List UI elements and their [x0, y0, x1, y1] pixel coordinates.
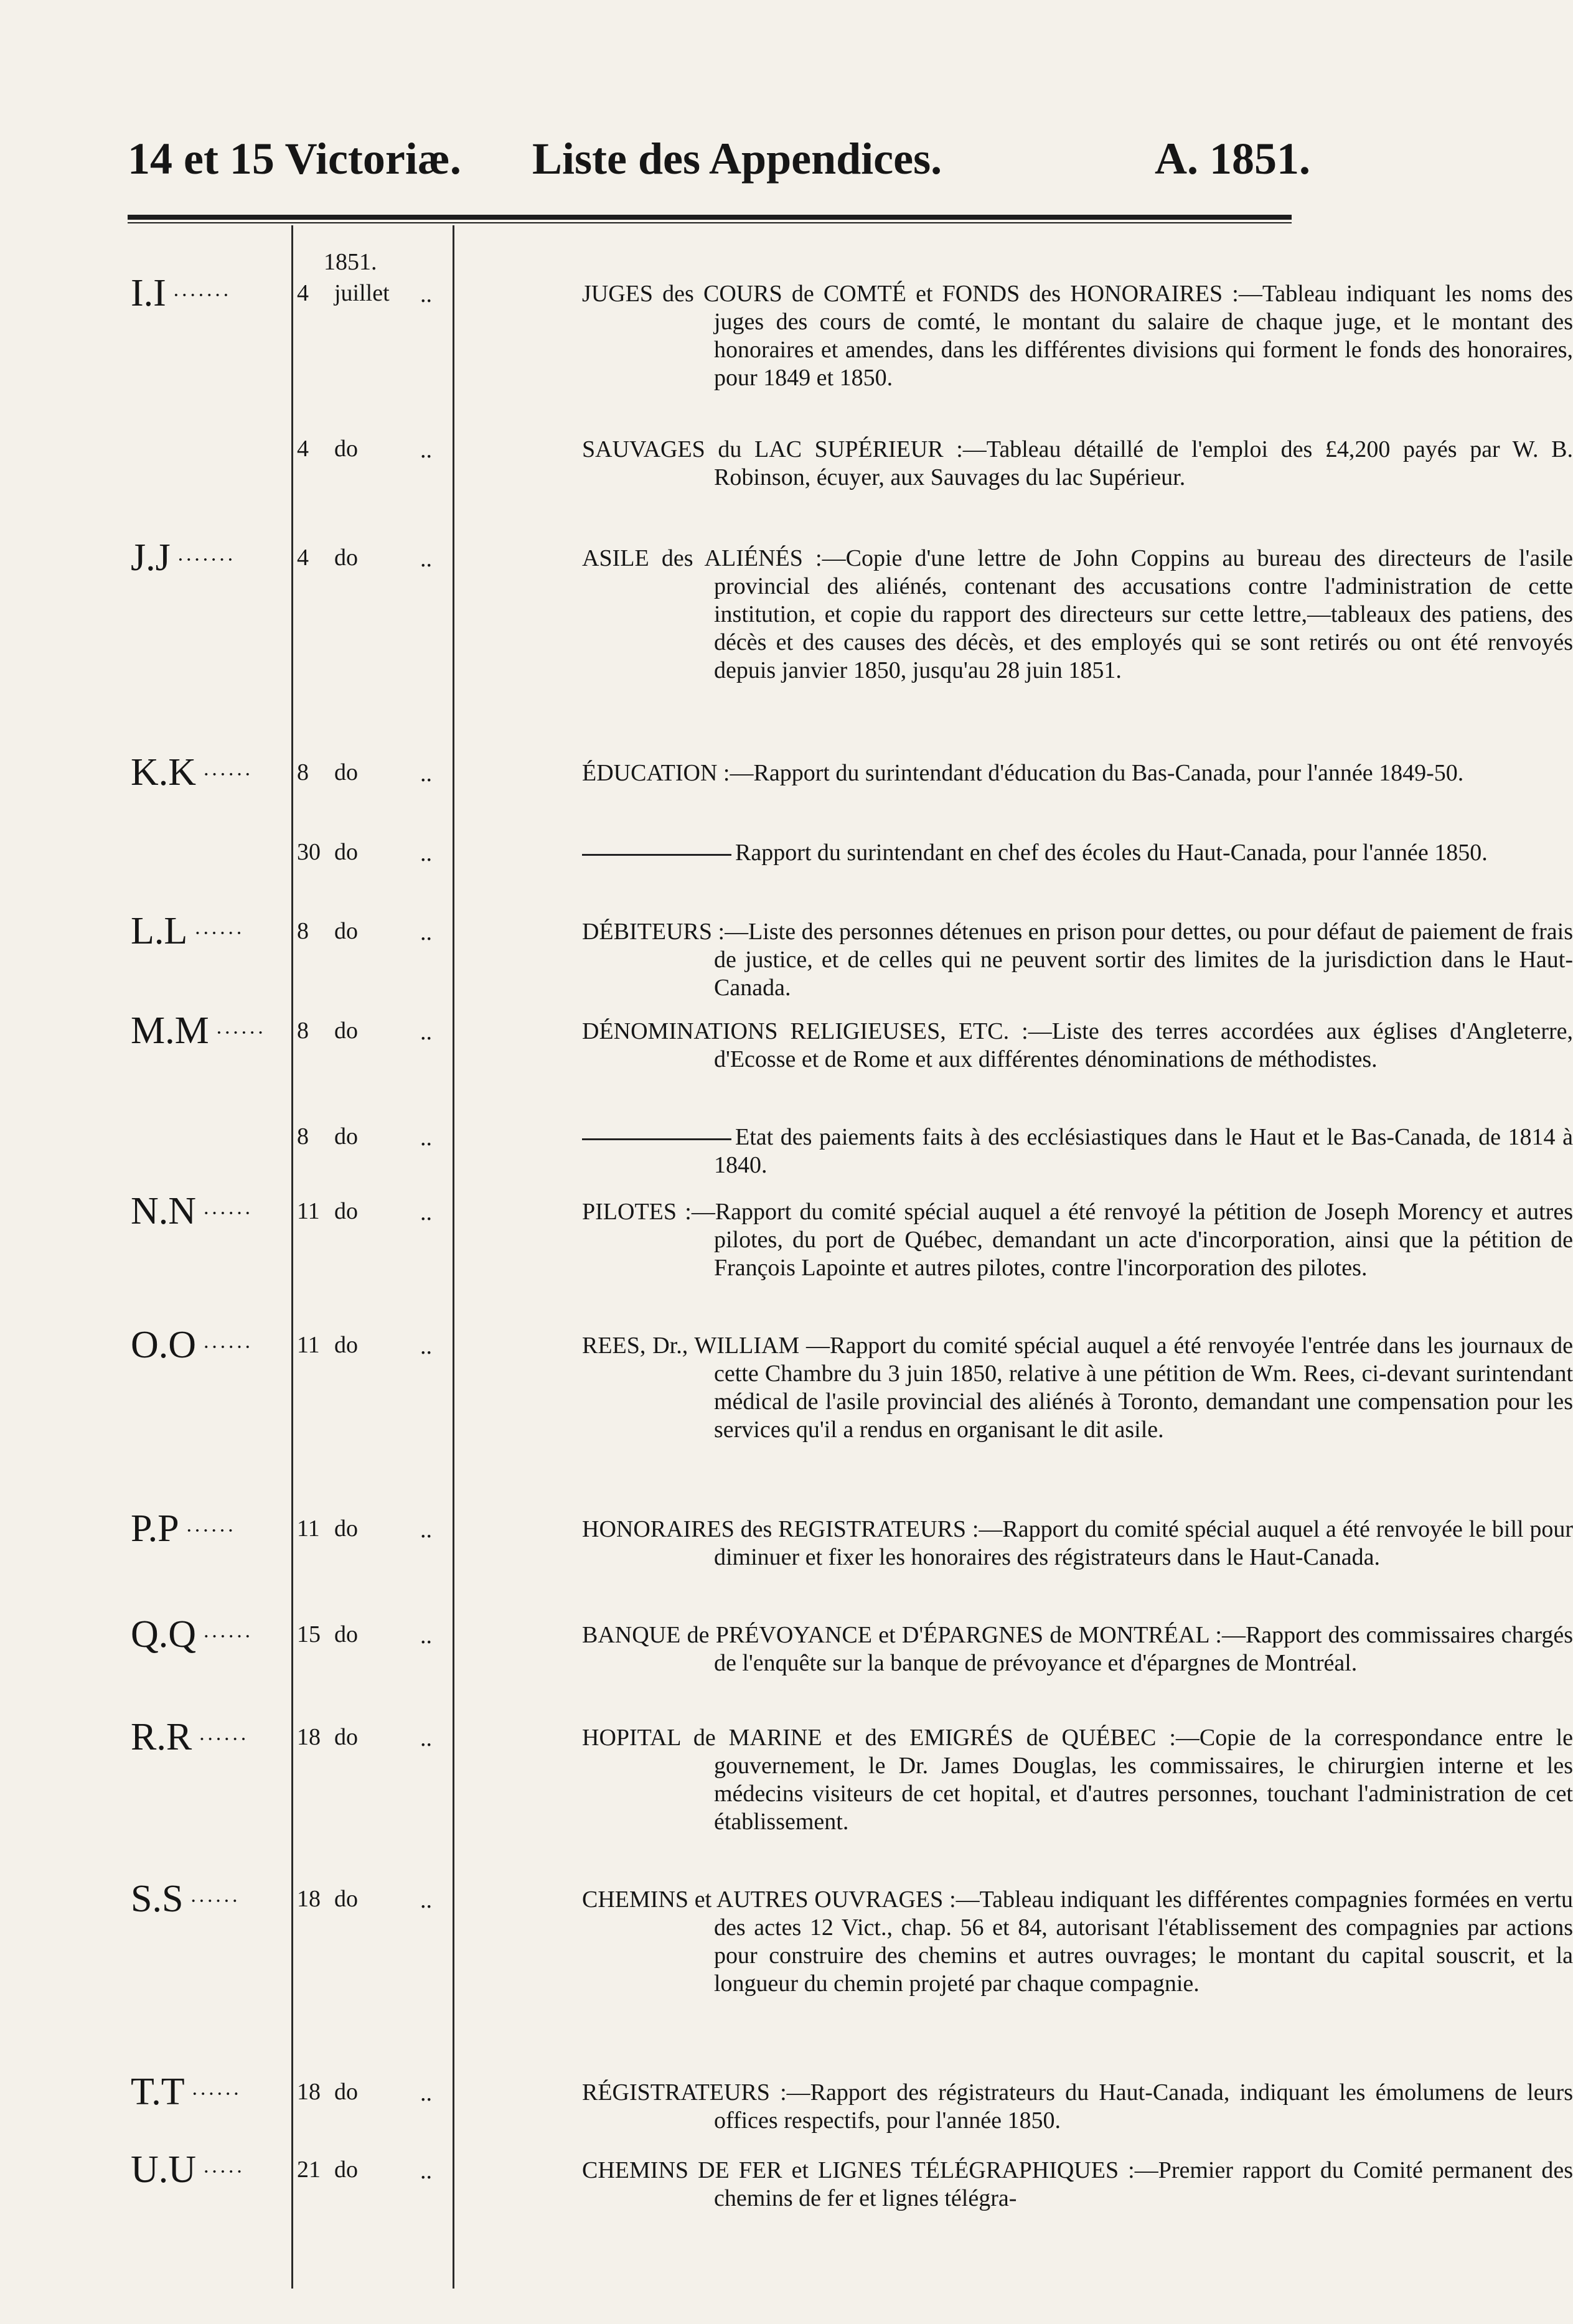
appendix-key: J.J ······· [131, 536, 235, 579]
entry-text: DÉNOMINATIONS RELIGIEUSES, ETC. :—Liste des terres accordées aux églises d'Angleterre, d'Ecosse et de Rome et aux différentes dénominations de méthodistes. [582, 1018, 1573, 1072]
entry-date: 11 do [297, 1332, 358, 1358]
header-rule [128, 215, 1292, 220]
appendix-key: L.L ······ [131, 910, 244, 952]
entry-date: 21 do [297, 2157, 358, 2183]
entry-text: DÉBITEURS :—Liste des personnes détenues en prison pour dettes, ou pour défaut de paiement de frais de justice, et de celles qui ne peuvent sortir des limites de la jurisdiction dans le Haut-Canada. [582, 919, 1573, 1001]
ditto-rule [582, 854, 731, 856]
appendix-key: O.O ······ [131, 1324, 253, 1366]
appendix-key: Q.Q ······ [131, 1613, 253, 1656]
entry-text: PILOTES :—Rapport du comité spécial auquel a été renvoyé la pétition de Joseph Morency et autres pilotes, du port de Québec, demandant un acte d'incorporation, ainsi que la pétition de François Lapointe et autres pilotes, contre l'incorporation des pilotes. [582, 1199, 1573, 1281]
entry-text: JUGES des COURS de COMTÉ et FONDS des HONORAIRES :—Tableau indiquant les noms des juges des cours de comté, le montant du salaire de chaque juge, et le montant des honoraires et amendes, dans les différentes divisions qui forment le fonds des honoraires, pour 1849 et 1850. [582, 281, 1573, 391]
entry-date: 11 do [297, 1198, 358, 1224]
entry-date: 30 do [297, 839, 358, 865]
entry-text: HONORAIRES des REGISTRATEURS :—Rapport du comité spécial auquel a été renvoyée le bill pour diminuer et fixer les honoraires des régistrateurs dans le Haut-Canada. [582, 1516, 1573, 1570]
appendix-key: P.P ······ [131, 1507, 236, 1550]
entry-date: 4 do [297, 545, 358, 571]
appendix-key: M.M ······ [131, 1010, 266, 1052]
entry-date: 8 do [297, 918, 358, 944]
entry-date: 4 juillet [297, 280, 390, 306]
header-year: A. 1851. [1155, 134, 1310, 184]
entry-date: 8 do [297, 1123, 358, 1150]
entry-text: ÉDUCATION :—Rapport du surintendant d'éducation du Bas-Canada, pour l'année 1849-50. [582, 760, 1464, 786]
entry-text: RÉGISTRATEURS :—Rapport des régistrateurs du Haut-Canada, indiquant les émolumens de leurs offices respectifs, pour l'année 1850. [582, 2079, 1573, 2134]
appendix-key: I.I ······· [131, 272, 231, 314]
entry-date: 18 do [297, 1724, 358, 1750]
entry-date: 4 do [297, 436, 358, 462]
appendix-key: N.N ······ [131, 1190, 253, 1232]
entry-date: 15 do [297, 1621, 358, 1647]
entry-date: 18 do [297, 1886, 358, 1912]
entry-text: CHEMINS DE FER et LIGNES TÉLÉGRAPHIQUES :—Premier rapport du Comité permanent des chemins de fer et lignes télégra- [582, 2157, 1573, 2211]
entry-date: 18 do [297, 2079, 358, 2105]
column-divider-text [453, 225, 454, 2289]
entry-date: 8 do [297, 1018, 358, 1044]
entry-text: Etat des paiements faits à des ecclésiastiques dans le Haut et le Bas-Canada, de 1814 à 1840. [582, 1123, 1573, 1179]
appendix-key: U.U ····· [131, 2148, 245, 2191]
appendix-key: K.K ······ [131, 751, 253, 794]
header-rule-thin [128, 222, 1292, 223]
entry-text: REES, Dr., WILLIAM —Rapport du comité spécial auquel a été renvoyée l'entrée dans les journaux de cette Chambre du 3 juin 1850, relative à une pétition de Wm. Rees, ci-devant surintendant médical de l'asile provincial des aliénés à Toronto, demandant une compensation pour les services qu'il a rendus en organisant le dit asile. [582, 1333, 1573, 1443]
year-heading: 1851. [324, 249, 377, 275]
running-header [128, 124, 1310, 193]
entry-text: ASILE des ALIÉNÉS :—Copie d'une lettre de John Coppins au bureau des directeurs de l'asile provincial des aliénés, contenant des accusations contre l'administration de cette institution, et copie du rapport des directeurs sur cette lettre,—tableaux des patiens, des décès et des causes des décès, et des employés qui se sont retirés ou ont été renvoyés depuis janvier 1850, jusqu'au 28 juin 1851. [582, 545, 1573, 683]
appendix-key: S.S ······ [131, 1878, 240, 1920]
appendix-key: T.T ······ [131, 2071, 242, 2113]
entry-text: Rapport du surintendant en chef des écoles du Haut-Canada, pour l'année 1850. [582, 839, 1573, 867]
header-session: 14 et 15 Victoriæ. [128, 134, 461, 184]
entry-date: 11 do [297, 1516, 358, 1542]
appendix-key: R.R ······ [131, 1716, 248, 1758]
column-divider-date [291, 225, 293, 2289]
entry-text: CHEMINS et AUTRES OUVRAGES :—Tableau indiquant les différentes compagnies formées en vertu des actes 12 Vict., chap. 56 et 84, autorisant l'établissement des compagnies par actions pour construire des chemins et autres ouvrages; le montant du capital souscrit, et la longueur du chemin projeté par chaque compagnie. [582, 1886, 1573, 1997]
entry-text: SAUVAGES du LAC SUPÉRIEUR :—Tableau détaillé de l'emploi des £4,200 payés par W. B. Robinson, écuyer, aux Sauvages du lac Supérieur. [582, 436, 1573, 490]
entry-date: 8 do [297, 759, 358, 785]
header-title: Liste des Appendices. [532, 134, 942, 184]
ditto-rule [582, 1138, 731, 1140]
entry-text: BANQUE de PRÉVOYANCE et D'ÉPARGNES de MONTRÉAL :—Rapport des commissaires chargés de l'enquête sur la banque de prévoyance et d'épargnes de Montréal. [582, 1622, 1573, 1676]
entry-text: HOPITAL de MARINE et des EMIGRÉS de QUÉBEC :—Copie de la correspondance entre le gouvernement, le Dr. James Douglas, les commissaires, le chirurgien interne et les médecins visiteurs de cet hopital, et d'autres personnes, touchant l'administration de cet établissement. [582, 1725, 1573, 1835]
